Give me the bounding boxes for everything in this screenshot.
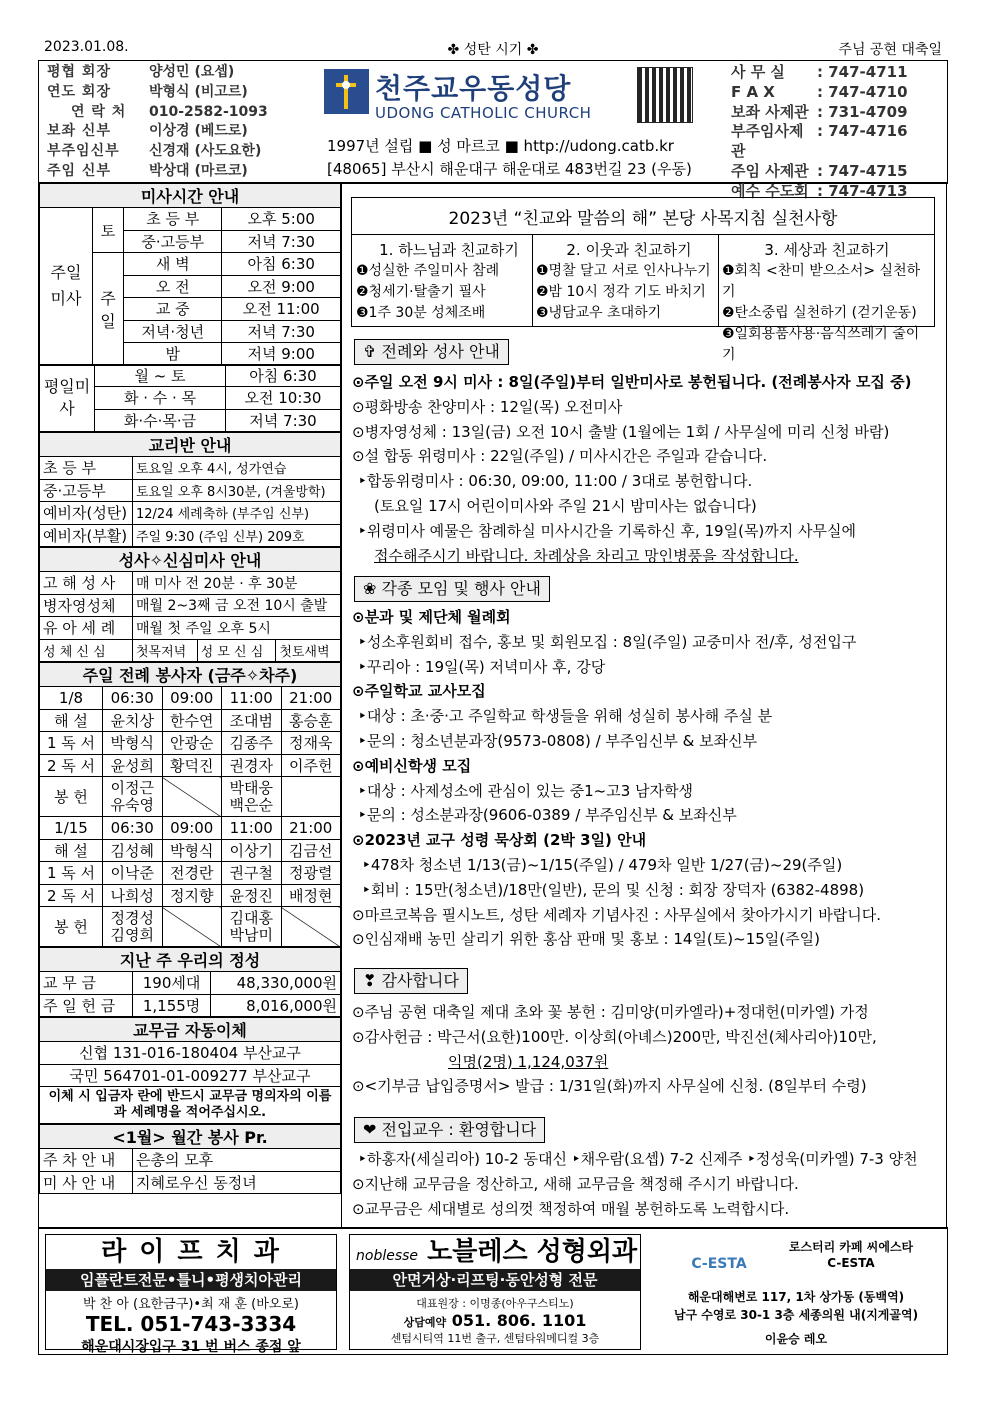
mass-time: 아침 6:30	[226, 364, 341, 387]
table-row: 봉 헌 정경성 김영희 김대홍 박남미	[40, 907, 341, 947]
serv-head: 1/15	[40, 817, 103, 840]
offer-title: 지난 주 우리의 정성	[40, 948, 341, 972]
church-logo-icon	[324, 69, 369, 114]
list-item: ⊙인심재배 농민 살리기 위한 홍삼 판매 및 홍보 : 14일(토)~15일(주일)	[352, 930, 820, 949]
list-item: ⊙마르코복음 필시노트, 성탄 세례자 기념사진 : 사무실에서 찾아가시기 바랍니다.	[352, 905, 881, 924]
serv-head: 09:00	[162, 817, 222, 840]
ad-cafe	[651, 1234, 941, 1348]
ad-band: 안면거상·리프팅·동안성형 전문	[350, 1269, 640, 1291]
staff-row: 부주임신부 신경재 (사도요한)	[47, 143, 262, 160]
mass-name: 초 등 부	[124, 208, 222, 231]
sac-title: 성사✧신심미사 안내	[40, 548, 341, 572]
list-item: 접수해주시기 바랍니다. 차례상을 차리고 망인병풍을 작성합니다.	[374, 546, 799, 565]
thanks-list	[352, 1000, 877, 1099]
monthly-service-table: <1월> 월간 봉사 Pr. 주 차 안 내 은총의 모후 미 사 안 내 지혜로우신 동정녀	[39, 1124, 341, 1194]
mass-time: 오전 10:30	[226, 387, 341, 410]
saturday-label: 토	[93, 208, 124, 253]
list-item: ⊙교무금은 세대별로 성의껏 책정하여 매월 봉헌하도록 노력합시다.	[352, 1199, 790, 1218]
list-item: ⊙주일 오전 9시 미사 : 8일(주일)부터 일반미사로 봉헌됩니다. (전례봉사자 모집 중)	[352, 373, 912, 391]
events-list	[352, 605, 881, 952]
table-row: 해 설 윤치상 한수연 조대범 홍승훈	[40, 709, 341, 732]
phone-row: F A X : 747-4710	[731, 82, 908, 101]
sac-value: 매 미사 전 20분 · 후 30분	[133, 572, 341, 595]
mass-time: 오후 5:00	[222, 208, 341, 231]
list-item: ‣꾸리아 : 19일(목) 저녁미사 후, 강당	[358, 657, 606, 676]
edu-value: 주일 9:30 (주임 신부) 209호	[133, 524, 341, 547]
sac-value: 매월 2~3째 금 오전 10시 출발	[133, 594, 341, 617]
motto-col: 2. 이웃과 친교하기 ❶명찰 달고 서로 인사나누기 ❷밤 10시 정각 기도 바치기 ❸냉담교우 초대하기	[536, 241, 711, 321]
ad-doctors: 박 찬 아 (요한금구)•최 재 훈 (바오로)	[82, 1297, 299, 1312]
cafe-logo-icon: C-ESTA	[691, 1256, 747, 1272]
section-welcome: ❤ 전입교우 : 환영합니다	[354, 1117, 545, 1143]
church-address: [48065] 부산시 해운대구 해운대로 483번길 23 (우동)	[327, 160, 692, 178]
mass-time: 저녁 7:30	[222, 230, 341, 253]
serv-head: 06:30	[103, 817, 163, 840]
motto-title: 2023년 “친교와 말씀의 해” 본당 사목지침 실천사항	[448, 209, 838, 229]
list-item: ⊙예비신학생 모집	[352, 756, 472, 775]
serv-head: 21:00	[281, 817, 341, 840]
mass-name: 화·수·목·금	[95, 409, 226, 432]
auto-transfer-table	[39, 1017, 341, 1124]
ad-dental	[45, 1234, 337, 1355]
serv-head: 21:00	[281, 687, 341, 710]
list-item: ⊙분과 및 제단체 월례회	[352, 608, 511, 626]
list-item: ‣위령미사 예물은 참례하실 미사시간을 기록하신 후, 19일(목)까지 사무실에	[358, 521, 856, 540]
list-item: ‣회비 : 15만(청소년)/18만(일반), 문의 및 신청 : 회장 장덕자 (6382-4898)	[362, 880, 865, 899]
serv-head: 06:30	[103, 687, 163, 710]
list-item: ⊙병자영성체 : 13일(금) 오전 10시 출발 (1월에는 1회 / 사무실에 미리 신청 바람)	[352, 422, 890, 441]
empty-cell	[162, 777, 222, 817]
staff-row: 보좌 신부 이상경 (베드로)	[47, 123, 248, 140]
sac-key: 유 아 세 례	[40, 617, 133, 640]
mass-time: 저녁 7:30	[222, 320, 341, 343]
auto-title: 교무금 자동이체	[40, 1018, 341, 1042]
mass-name: 밤	[124, 343, 222, 366]
edu-key: 초 등 부	[40, 457, 133, 480]
table-row: 2 독 서 윤성희 황덕진 권경자 이주헌	[40, 754, 341, 777]
bank-account: 신협 131-016-180404 부산교구	[40, 1042, 341, 1065]
table-row: 2 독 서 나희성 정지향 윤정진 배정현	[40, 884, 341, 907]
sac-key: 고 해 성 사	[40, 572, 133, 595]
ad-subtitle: C-ESTA	[827, 1256, 875, 1270]
welcome-list	[352, 1147, 918, 1221]
month-title: <1월> 월간 봉사 Pr.	[40, 1125, 341, 1149]
staff-row: 주임 신부 박상대 (마르코)	[47, 162, 248, 179]
sac-value: 첫토새벽	[276, 639, 341, 662]
phone-list	[731, 63, 908, 202]
top-bar	[40, 38, 946, 58]
liturgical-season: ✤ 성탄 시기 ✤	[447, 42, 539, 58]
motto-col: 1. 하느님과 친교하기 ❶성실한 주일미사 참례 ❷청세기·탈출기 필사 ❸1주 30분 성체조배	[356, 241, 519, 321]
list-item: ⊙주님 공현 대축일 제대 초와 꽃 봉헌 : 김미양(미카엘라)+정대헌(미카엘) 가정	[352, 1003, 869, 1021]
ad-phone: 051. 806. 1101	[451, 1311, 587, 1330]
auto-note: 이체 시 입금자 란에 반드시 교무금 명의자의 이름과 세례명을 적어주십시오.	[40, 1087, 341, 1124]
list-item: ⊙주일학교 교사모집	[352, 682, 486, 701]
education-table	[39, 432, 341, 547]
list-item: ‣성소후원회비 접수, 홍보 및 회원모집 : 8일(주일) 교중미사 전/후, 성전입구	[358, 632, 857, 651]
mass-time: 저녁 7:30	[226, 409, 341, 432]
table-row: 해 설 김성혜 박형식 이상기 김금선	[40, 839, 341, 862]
ad-brand: noblesse	[356, 1248, 419, 1264]
mass-title: 미사시간 안내	[40, 184, 341, 208]
phone-row: 사 무 실 : 747-4711	[731, 63, 908, 81]
list-item: (토요일 17시 어린이미사와 주일 21시 밤미사는 없습니다)	[374, 496, 757, 515]
list-item: ‣대상 : 사제성소에 관심이 있는 중1~고3 남자학생	[358, 781, 693, 800]
ad-location: 해운대시장입구 31 번 버스 종점 앞	[81, 1339, 301, 1355]
edu-key: 예비자(부활)	[40, 524, 133, 547]
serv-title: 주일 전례 봉사자 (금주✧차주)	[40, 663, 341, 687]
empty-cell	[281, 907, 341, 947]
serv-head: 1/8	[40, 687, 103, 710]
servers-table	[39, 662, 341, 947]
ad-title: 노블레스 성형외과	[427, 1237, 638, 1267]
edu-value: 토요일 오후 4시, 성가연습	[133, 457, 341, 480]
sac-key: 병자영성체	[40, 594, 133, 617]
motto-col: 3. 세상과 친교하기 ❶회칙 <찬미 받으소서> 실천하기 ❷탄소중립 실천하기 (걷기운동) ❸일회용품사용·음식쓰레기 줄이기	[722, 241, 921, 363]
sunday-mass-label: 주일미사	[40, 208, 93, 366]
ad-rep: 대표원장 : 이명종(아우구스티노)	[416, 1297, 574, 1310]
ad-band: 임플란트전문•틀니•평생치아관리	[46, 1269, 336, 1291]
phone-row: 예수 수도회 : 747-4713	[731, 181, 908, 200]
edu-value: 토요일 오후 8시30분, (겨울방학)	[133, 479, 341, 502]
ad-owner: 이윤승 레오	[764, 1332, 828, 1346]
list-item: ⊙감사헌금 : 박근서(요한)100만. 이상희(아녜스)200만, 박진선(체사리아)10만,	[352, 1027, 877, 1046]
ad-address: 남구 수영로 30-1 3층 세종의원 내(지게골역)	[673, 1308, 919, 1322]
ad-address: 해운대해변로 117, 1차 상가동 (동백역)	[687, 1290, 905, 1304]
list-item: ⊙<기부금 납입증명서> 발급 : 1/31일(화)까지 사무실에 신청. (8일부터 수령)	[352, 1077, 867, 1096]
qr-code-icon[interactable]	[637, 67, 693, 123]
staff-list	[47, 63, 268, 182]
mass-name: 새 벽	[124, 253, 222, 276]
serv-head: 11:00	[222, 817, 282, 840]
serv-head: 09:00	[162, 687, 222, 710]
sunday-label: 주일	[93, 253, 124, 366]
bank-account: 국민 564701-01-009277 부산교구	[40, 1064, 341, 1087]
mass-name: 월 ~ 토	[95, 364, 226, 387]
mass-schedule-table	[39, 183, 341, 366]
staff-row: 평협 회장 양성민 (요셉)	[47, 64, 235, 80]
phone-row: 주임 사제관 : 747-4715	[731, 161, 908, 180]
table-row: 1 독 서 이낙준 전경란 권구철 정광렬	[40, 862, 341, 885]
edu-value: 12/24 세례축하 (부주임 신부)	[133, 502, 341, 525]
church-name-en: UDONG CATHOLIC CHURCH	[375, 104, 592, 122]
empty-cell	[162, 907, 222, 947]
list-item: ⊙평화방송 찬양미사 : 12일(목) 오전미사	[352, 397, 623, 416]
list-item: ⊙2023년 교구 성령 묵상회 (2박 3일) 안내	[352, 831, 647, 850]
list-item: ⊙설 합동 위령미사 : 22일(주일) / 미사시간은 주일과 같습니다.	[352, 447, 768, 466]
edu-key: 중·고등부	[40, 479, 133, 502]
right-column	[340, 182, 947, 1229]
sac-key: 성 모 신 심	[197, 639, 276, 662]
liturgy-list	[352, 370, 912, 568]
ad-clinic	[349, 1234, 641, 1350]
mass-time: 오전 11:00	[222, 298, 341, 321]
staff-row: 연도 회장 박형식 (비고르)	[47, 83, 248, 100]
sacrament-table	[39, 547, 341, 662]
list-item: ‣대상 : 초·중·고 주일학교 학생들을 위해 성실히 봉사해 주실 분	[358, 707, 773, 726]
section-events: ❀ 각종 모임 및 행사 안내	[354, 576, 550, 602]
table-row: 1 독 서 박형식 안광순 김종주 정재욱	[40, 732, 341, 755]
mass-time: 오전 9:00	[222, 275, 341, 298]
section-thanks: ❣ 감사합니다	[354, 968, 468, 994]
mass-name: 교 중	[124, 298, 222, 321]
mass-name: 저녁·청년	[124, 320, 222, 343]
list-item: 익명(2명) 1,124,037원	[448, 1052, 609, 1071]
list-item: ‣478차 청소년 1/13(금)~1/15(주일) / 479차 일반 1/27(금)~29(주일)	[362, 855, 843, 874]
weekday-mass-label: 평일미사	[40, 364, 95, 432]
ad-phone-label: 상담예약	[403, 1316, 447, 1329]
staff-row: 연 락 처 010-2582-1093	[71, 103, 268, 120]
sac-key: 성 체 신 심	[40, 639, 133, 662]
mass-name: 오 전	[124, 275, 222, 298]
phone-row: 보좌 사제관 : 731-4709	[731, 102, 908, 121]
empty-cell	[281, 777, 341, 817]
ad-location: 센텀시티역 11번 출구, 센텀타워메디컬 3층	[390, 1332, 600, 1345]
issue-date: 2023.01.08.	[44, 39, 129, 55]
ads-footer	[38, 1227, 948, 1355]
ad-phone: TEL. 051-743-3334	[85, 1312, 297, 1336]
list-item: ⊙지난해 교무금을 정산하고, 새해 교무금을 책정해 주시기 바랍니다.	[352, 1174, 799, 1193]
weekday-mass-table	[39, 364, 341, 433]
edu-key: 예비자(성탄)	[40, 502, 133, 525]
section-liturgy: ✞ 전례와 성사 안내	[354, 339, 509, 365]
mass-time: 저녁 9:00	[222, 343, 341, 366]
mass-name: 화 · 수 · 목	[95, 387, 226, 410]
feast-name: 주님 공현 대축일	[838, 42, 942, 58]
phone-row: 부주임사제관 : 747-4716	[731, 122, 908, 161]
serv-head: 11:00	[222, 687, 282, 710]
list-item: ‣합동위령미사 : 06:30, 09:00, 11:00 / 3대로 봉헌합니다.	[358, 472, 753, 491]
table-row: 봉 헌 이정근 유숙영 박태웅 백은순	[40, 777, 341, 817]
list-item: ‣하홍자(세실리아) 10-2 동대신 ‣채우람(요셉) 7-2 신제주 ‣정성욱(미카엘) 7-3 양천	[358, 1150, 918, 1168]
church-name: 천주교우동성당	[375, 72, 572, 105]
church-info[interactable]: 1997년 설립 ■ 성 마르코 ■ http://udong.catb.kr	[327, 137, 674, 155]
ad-title: 라 이 프 치 과	[101, 1237, 281, 1267]
offering-table: 지난 주 우리의 정성 교 무 금 190세대 48,330,000원 주 일 헌 금 1,155명 8,016,000원	[39, 947, 341, 1017]
edu-title: 교리반 안내	[40, 433, 341, 457]
left-column	[38, 182, 342, 1229]
ad-title: 로스터리 카페 씨에스타	[788, 1240, 914, 1254]
sac-value: 첫목저녁	[133, 639, 198, 662]
sac-value: 매월 첫 주일 오후 5시	[133, 617, 341, 640]
mass-time: 아침 6:30	[222, 253, 341, 276]
list-item: ‣문의 : 성소분과장(9606-0389 / 부주임신부 & 보좌신부	[358, 806, 737, 825]
list-item: ‣문의 : 청소년분과장(9573-0808) / 부주임신부 & 보좌신부	[358, 731, 758, 750]
mass-name: 중·고등부	[124, 230, 222, 253]
